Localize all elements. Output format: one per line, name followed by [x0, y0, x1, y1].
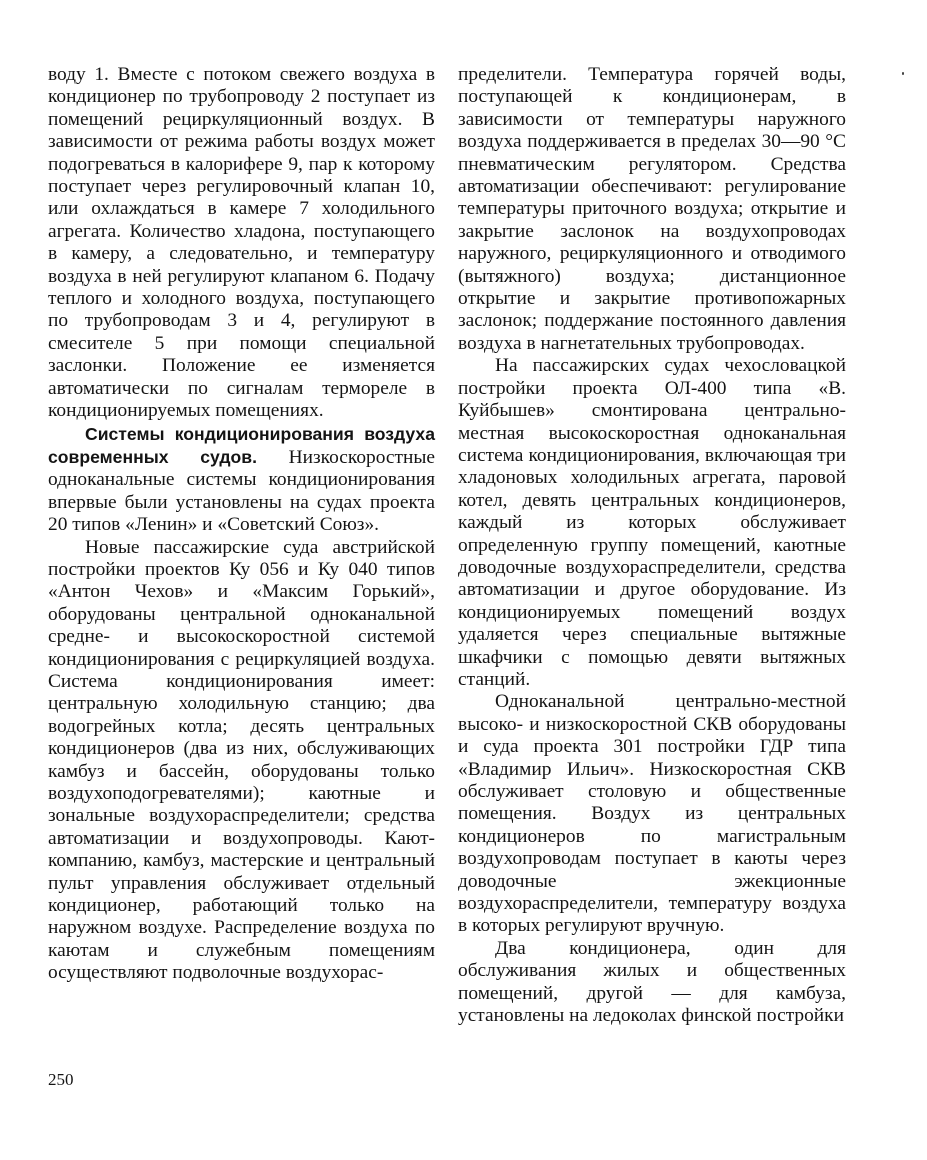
paragraph-body: Низкоскоростные одноканальные системы кондиционирования впервые были установлены на судах проекта 20 типов «Ленин» и «Советский Союз».	[48, 446, 435, 536]
right-text-column	[458, 64, 846, 1027]
paragraph: Новые пассажирские суда австрийской постройки проектов Ку 056 и Ку 040 типов «Антон Чехов» и «Максим Горький», оборудованы центральной одноканальной средне- и высокоскоростной системой кондиционирования с рециркуляцией воздуха. Система кондиционирования имеет: центральную холодильную станцию; два водогрейных котла; десять центральных кондиционеров (два из них, обслуживающих камбуз и бассейн, оборудованы только воздухоподогревателями); каютные и зональные воздухораспределители; средства автоматизации и воздухопроводы. Кают-компанию, камбуз, мастерские и центральный пульт управления обслуживает отдельный кондиционер, работающий только на наружном воздухе. Распределение воздуха по каютам и служебным помещениям осуществляют подволочные воздухорас-	[48, 536, 435, 984]
paragraph: На пассажирских судах чехословацкой постройки проекта ОЛ-400 типа «В. Куйбышев» смонтирована центрально-местная высокоскоростная одноканальная система кондиционирования, включающая три хладоновых холодильных агрегата, паровой котел, девять центральных кондиционеров, каждый из которых обслуживает определенную группу помещений, каютные доводочные воздухораспределители, средства автоматизации и другое оборудование. Из кондиционируемых помещений воздух удаляется через специальные вытяжные шкафчики с помощью девяти вытяжных станций.	[458, 355, 846, 690]
paragraph: воду 1. Вместе с потоком свежего воздуха в кондиционер по трубопроводу 2 поступает из помещений рециркуляционный воздух. В зависимости от режима работы воздух может подогреваться в калорифере 9, пар к которому поступает через регулировочный клапан 10, или охлаждаться в камере 7 холодильного агрегата. Количество хладона, поступающего в камеру, а следовательно, и температуру воздуха в ней регулируют клапаном 6. Подачу теплого и холодного воздуха, поступающего по трубопроводам 3 и 4, регулируют в смесителе 5 при помощи специальной заслонки. Положение ее изменяется автоматически по сигналам термореле в кондиционируемых помещениях.	[48, 64, 435, 422]
paragraph: Два кондиционера, один для обслуживания жилых и общественных помещений, другой — для камбуза, установлены на ледоколах финской постройки	[458, 937, 846, 1027]
page-number: 250	[48, 1070, 74, 1089]
scan-speck	[902, 72, 904, 75]
paragraph-with-heading	[48, 423, 435, 537]
paragraph: Одноканальной центрально-местной высоко- и низкоскоростной СКВ оборудованы и суда проекта 301 постройки ГДР типа «Владимир Ильич». Низкоскоростная СКВ обслуживает столовую и общественные помещения. Воздух из центральных кондиционеров по магистральным воздухопроводам поступает в каюты через доводочные эжекционные воздухораспределители, температуру воздуха в которых регулируют вручную.	[458, 691, 846, 937]
paragraph: пределители. Температура горячей воды, поступающей к кондиционерам, в зависимости от температуры наружного воздуха поддерживается в пределах 30—90 °С пневматическим регулятором. Средства автоматизации обеспечивают: регулирование температуры приточного воздуха; открытие и закрытие заслонок на воздухопроводах наружного, рециркуляционного и отводимого (вытяжного) воздуха; дистанционное открытие и закрытие противопожарных заслонок; поддержание постоянного давления воздуха в нагнетательных трубопроводах.	[458, 64, 846, 354]
section-heading: Системы кондиционирования воздуха современных судов.	[48, 423, 435, 467]
left-text-column	[48, 64, 435, 985]
